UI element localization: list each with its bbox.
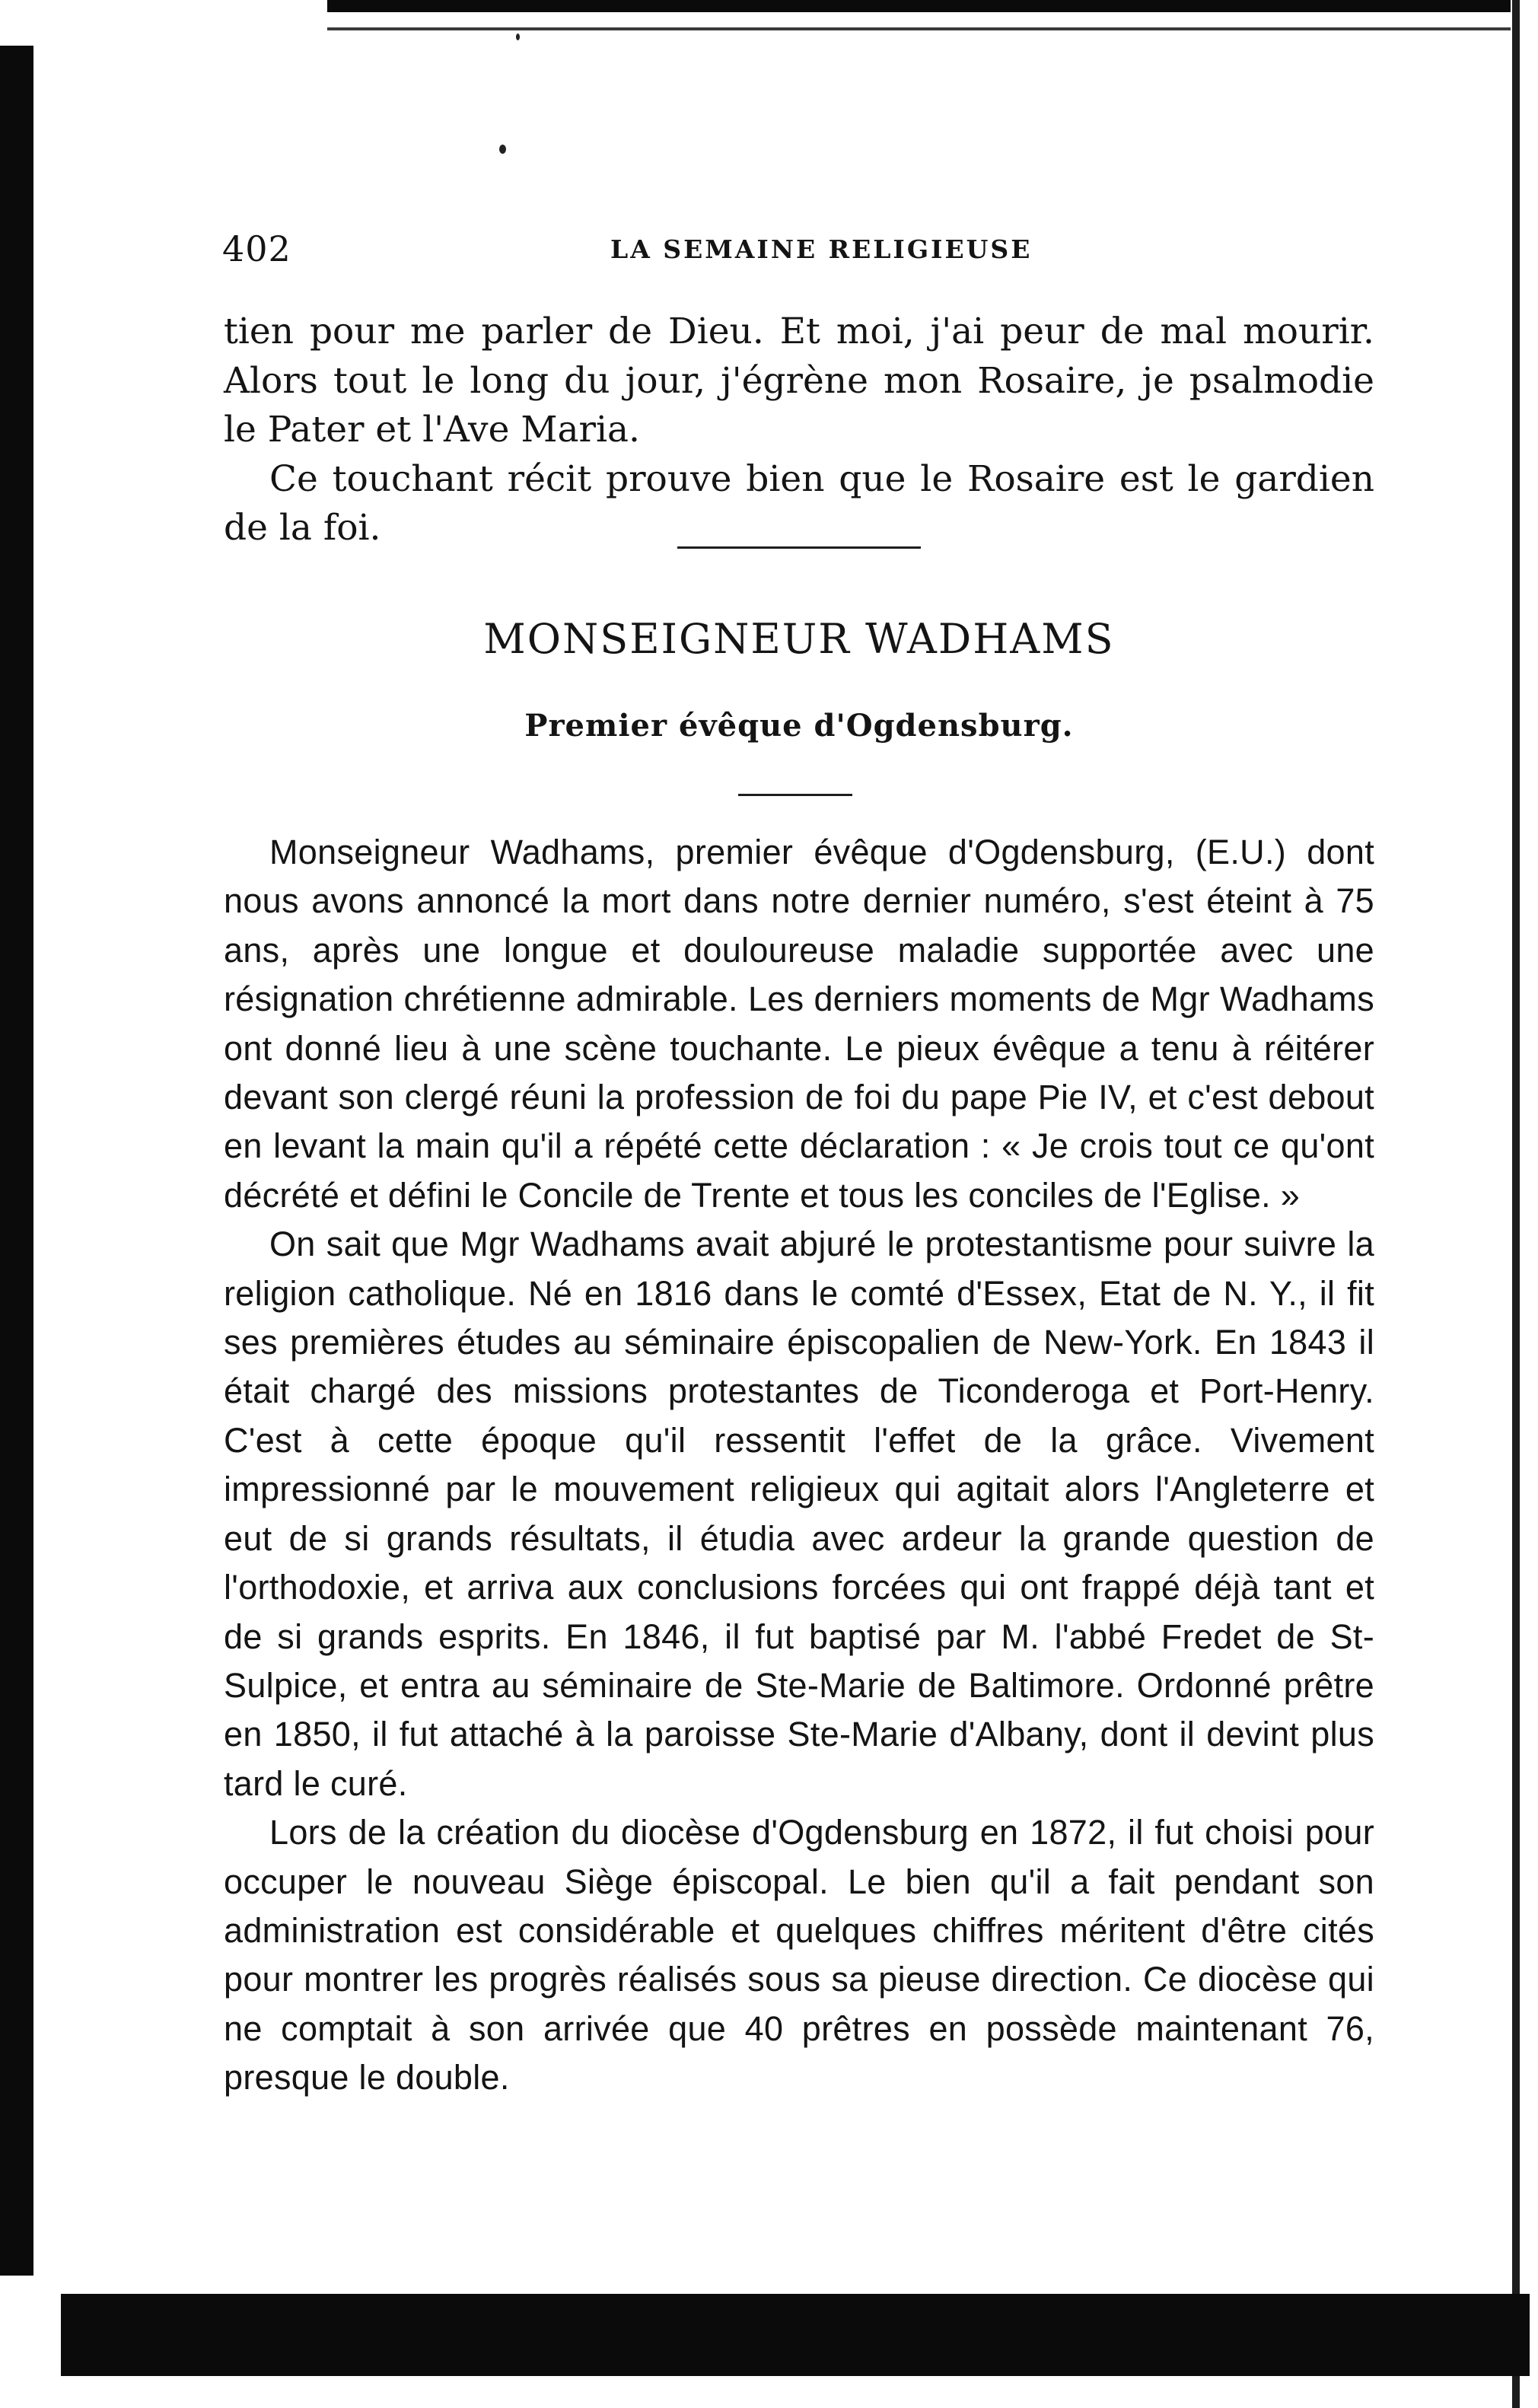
scan-speck xyxy=(499,145,506,154)
running-title: LA SEMAINE RELIGIEUSE xyxy=(610,234,1033,264)
continued-text xyxy=(224,307,1374,553)
article-subheading: Premier évêque d'Ogdensburg. xyxy=(524,708,1074,744)
scan-border-bottom xyxy=(61,2294,1530,2376)
continued-paragraph: Ce touchant récit prouve bien que le Rosaire est le gardien de la foi. xyxy=(224,457,1374,549)
heading-divider xyxy=(738,794,852,796)
article-paragraph: Monseigneur Wadhams, premier évêque d'Ogdensburg, (E.U.) dont nous avons annoncé la mort dans notre dernier numéro, s'est éteint à 75 ans, après une longue et douloureuse maladie supportée avec une résignation chrétienne admirable. Les derniers moments de Mgr Wadhams ont donné lieu à une scène touchante. Le pieux évêque a tenu à réitérer devant son clergé réuni la profession de foi du pape Pie IV, et c'est debout en levant la main qu'il a répété cette déclaration : « Je crois tout ce qu'ont décrété et défini le Concile de Trente et tous les conciles de l'Eglise. » xyxy=(224,833,1374,1215)
running-head xyxy=(222,228,1379,274)
page-number: 402 xyxy=(222,228,291,269)
article-paragraph: Lors de la création du diocèse d'Ogdensburg en 1872, il fut choisi pour occuper le nouveau Siège épiscopal. Le bien qu'il a fait pendant son administration est considérable et quelques chiffres méritent d'être cités pour montrer les progrès réalisés sous sa pieuse direction. Ce diocèse qui ne comptait à son arrivée que 40 prêtres en possède maintenant 76, presque le double. xyxy=(224,1813,1374,2097)
scan-border-left xyxy=(0,46,33,2276)
scan-speck xyxy=(516,33,520,40)
scan-line-top xyxy=(327,27,1511,30)
article-heading: MONSEIGNEUR WADHAMS xyxy=(483,615,1115,663)
article-paragraph: On sait que Mgr Wadhams avait abjuré le protestantisme pour suivre la religion catholique. Né en 1816 dans le comté d'Essex, Etat de N. Y., il fit ses premières études au séminaire épiscopalien de New-York. En 1843 il était chargé des missions protestantes de Ticonderoga et Port-Henry. C'est à cette époque qu'il ressentit l'effet de la grâce. Vivement impressionné par le mouvement religieux qui agitait alors l'Angleterre et eut de si grands résultats, il étudia avec ardeur la grande question de l'orthodoxie, et arriva aux conclusions forcées qui ont frappé déjà tant et de si grands esprits. En 1846, il fut baptisé par M. l'abbé Fredet de St-Sulpice, et entra au séminaire de Ste-Marie de Baltimore. Ordonné prêtre en 1850, il fut attaché à la paroisse Ste-Marie d'Albany, dont il devint plus tard le curé. xyxy=(224,1225,1374,1803)
scan-border-right xyxy=(1512,0,1520,2408)
continued-paragraph: tien pour me parler de Dieu. Et moi, j'ai peur de mal mourir. Alors tout le long du jour, j'égrène mon Rosaire, je psalmodie le Pater et l'Ave Maria. xyxy=(224,311,1374,451)
scan-border-top xyxy=(327,0,1511,12)
article-body xyxy=(224,828,1374,2103)
section-divider xyxy=(677,546,921,549)
